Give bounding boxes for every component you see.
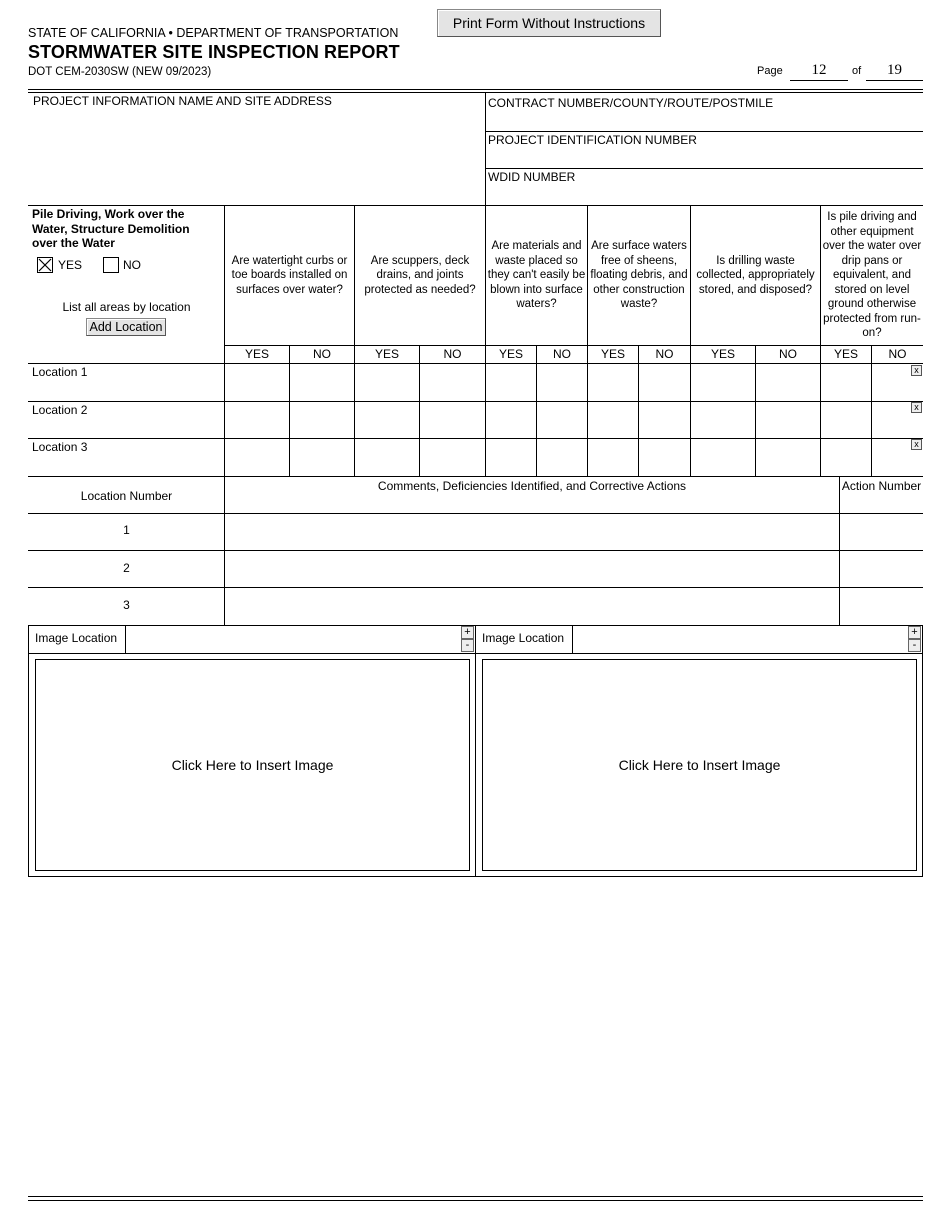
image-location-label-1: Image Location: [35, 631, 118, 645]
question-2: Are scuppers, deck drains, and joints protected as needed?: [364, 254, 476, 296]
page-number-field[interactable]: 12: [790, 62, 848, 81]
divider: [28, 438, 923, 439]
contract-number-label: CONTRACT NUMBER/COUNTY/ROUTE/POSTMILE: [488, 96, 774, 110]
page-label: Page: [757, 65, 783, 77]
divider: [224, 345, 923, 346]
action-row-1-field[interactable]: [840, 514, 923, 550]
location-1-label: Location 1: [32, 365, 88, 379]
grid-line: [475, 625, 476, 877]
grid-line: [755, 345, 756, 476]
comment-row-1-field[interactable]: [225, 514, 839, 550]
image-1-decrease-button[interactable]: -: [461, 639, 474, 652]
section-title: Pile Driving, Work over the Water, Structure Demolition over the Water: [32, 207, 190, 250]
top-rule-2: [28, 92, 923, 93]
contract-number-field[interactable]: [486, 110, 923, 130]
project-info-label: PROJECT INFORMATION NAME AND SITE ADDRESS: [33, 94, 332, 108]
q5-no-header: NO: [779, 347, 797, 361]
delete-location-3-button[interactable]: x: [911, 439, 922, 450]
agency-name: STATE OF CALIFORNIA • DEPARTMENT OF TRANSPORTATION: [28, 26, 399, 40]
image-1-insert-area[interactable]: [35, 659, 470, 871]
divider: [28, 363, 923, 364]
q5-yes-header: YES: [710, 347, 735, 361]
action-row-2-field[interactable]: [840, 551, 923, 587]
image-2-insert-area[interactable]: [482, 659, 917, 871]
project-id-label: PROJECT IDENTIFICATION NUMBER: [488, 133, 697, 147]
grid-line: [638, 345, 639, 476]
question-3: Are materials and waste placed so they can't easily be blown into surface waters?: [487, 240, 586, 311]
comment-row-3-number: 3: [123, 598, 130, 612]
divider: [28, 205, 923, 206]
grid-line: [289, 345, 290, 476]
delete-location-1-button[interactable]: x: [911, 365, 922, 376]
q1-no-header: NO: [313, 347, 331, 361]
q2-yes-header: YES: [374, 347, 399, 361]
q6-yes-header: YES: [833, 347, 858, 361]
comment-row-1-number: 1: [123, 523, 130, 537]
question-6: Is pile driving and other equipment over the water over drip pans or equivalent, and stored on level ground otherwise protected from run-on?: [822, 211, 922, 340]
wdid-label: WDID NUMBER: [488, 170, 576, 184]
comments-header: Comments, Deficiencies Identified, and Corrective Actions: [377, 479, 687, 493]
question-1: Are watertight curbs or toe boards installed on surfaces over water?: [231, 254, 348, 296]
image-2-decrease-button[interactable]: -: [908, 639, 921, 652]
location-3-label: Location 3: [32, 440, 88, 454]
project-info-field[interactable]: [29, 108, 484, 204]
question-4: Are surface waters free of sheens, floating debris, and other construction waste?: [590, 240, 688, 311]
no-label: NO: [123, 258, 141, 272]
form-title: STORMWATER SITE INSPECTION REPORT: [28, 42, 400, 62]
image-2-insert-text: Click Here to Insert Image: [618, 757, 781, 773]
grid-line: [536, 345, 537, 476]
divider: [486, 131, 923, 132]
q3-no-header: NO: [553, 347, 571, 361]
image-location-field-2[interactable]: [573, 626, 907, 652]
of-label: of: [852, 65, 862, 77]
check-x-icon: [38, 258, 52, 272]
image-2-increase-button[interactable]: +: [908, 626, 921, 639]
question-5: Is drilling waste collected, appropriately stored, and disposed?: [696, 254, 815, 296]
no-checkbox[interactable]: [103, 257, 119, 273]
q2-no-header: NO: [443, 347, 462, 361]
divider: [28, 401, 923, 402]
comment-row-2-field[interactable]: [225, 551, 839, 587]
q6-no-header: NO: [888, 347, 907, 361]
location-number-header: Location Number: [80, 489, 173, 503]
bottom-rule-2: [28, 1200, 923, 1201]
delete-location-2-button[interactable]: x: [911, 402, 922, 413]
print-form-button[interactable]: Print Form Without Instructions: [437, 9, 661, 37]
q3-yes-header: YES: [498, 347, 523, 361]
image-location-label-2: Image Location: [482, 631, 565, 645]
project-id-field[interactable]: [486, 147, 923, 167]
add-location-button[interactable]: Add Location: [86, 318, 166, 336]
yes-checkbox[interactable]: [37, 257, 53, 273]
image-location-field-1[interactable]: [126, 626, 460, 652]
page-total-field[interactable]: 19: [866, 62, 923, 81]
grid-line: [419, 345, 420, 476]
comment-row-3-field[interactable]: [225, 588, 839, 624]
yes-label: YES: [58, 258, 83, 272]
image-1-insert-text: Click Here to Insert Image: [171, 757, 334, 773]
top-rule: [28, 89, 923, 90]
action-row-3-field[interactable]: [840, 588, 923, 624]
image-1-increase-button[interactable]: +: [461, 626, 474, 639]
divider: [486, 168, 923, 169]
bottom-rule: [28, 1196, 923, 1197]
divider: [28, 476, 923, 477]
comment-row-2-number: 2: [123, 561, 130, 575]
q4-yes-header: YES: [600, 347, 625, 361]
form-number: DOT CEM-2030SW (NEW 09/2023): [28, 66, 212, 78]
q4-no-header: NO: [655, 347, 674, 361]
location-2-label: Location 2: [32, 403, 88, 417]
q1-yes-header: YES: [244, 347, 269, 361]
divider: [28, 653, 923, 654]
list-areas-label: List all areas by location: [62, 300, 191, 314]
grid-line: [871, 345, 872, 476]
wdid-field[interactable]: [486, 184, 923, 204]
action-number-header: Action Number: [841, 479, 922, 493]
